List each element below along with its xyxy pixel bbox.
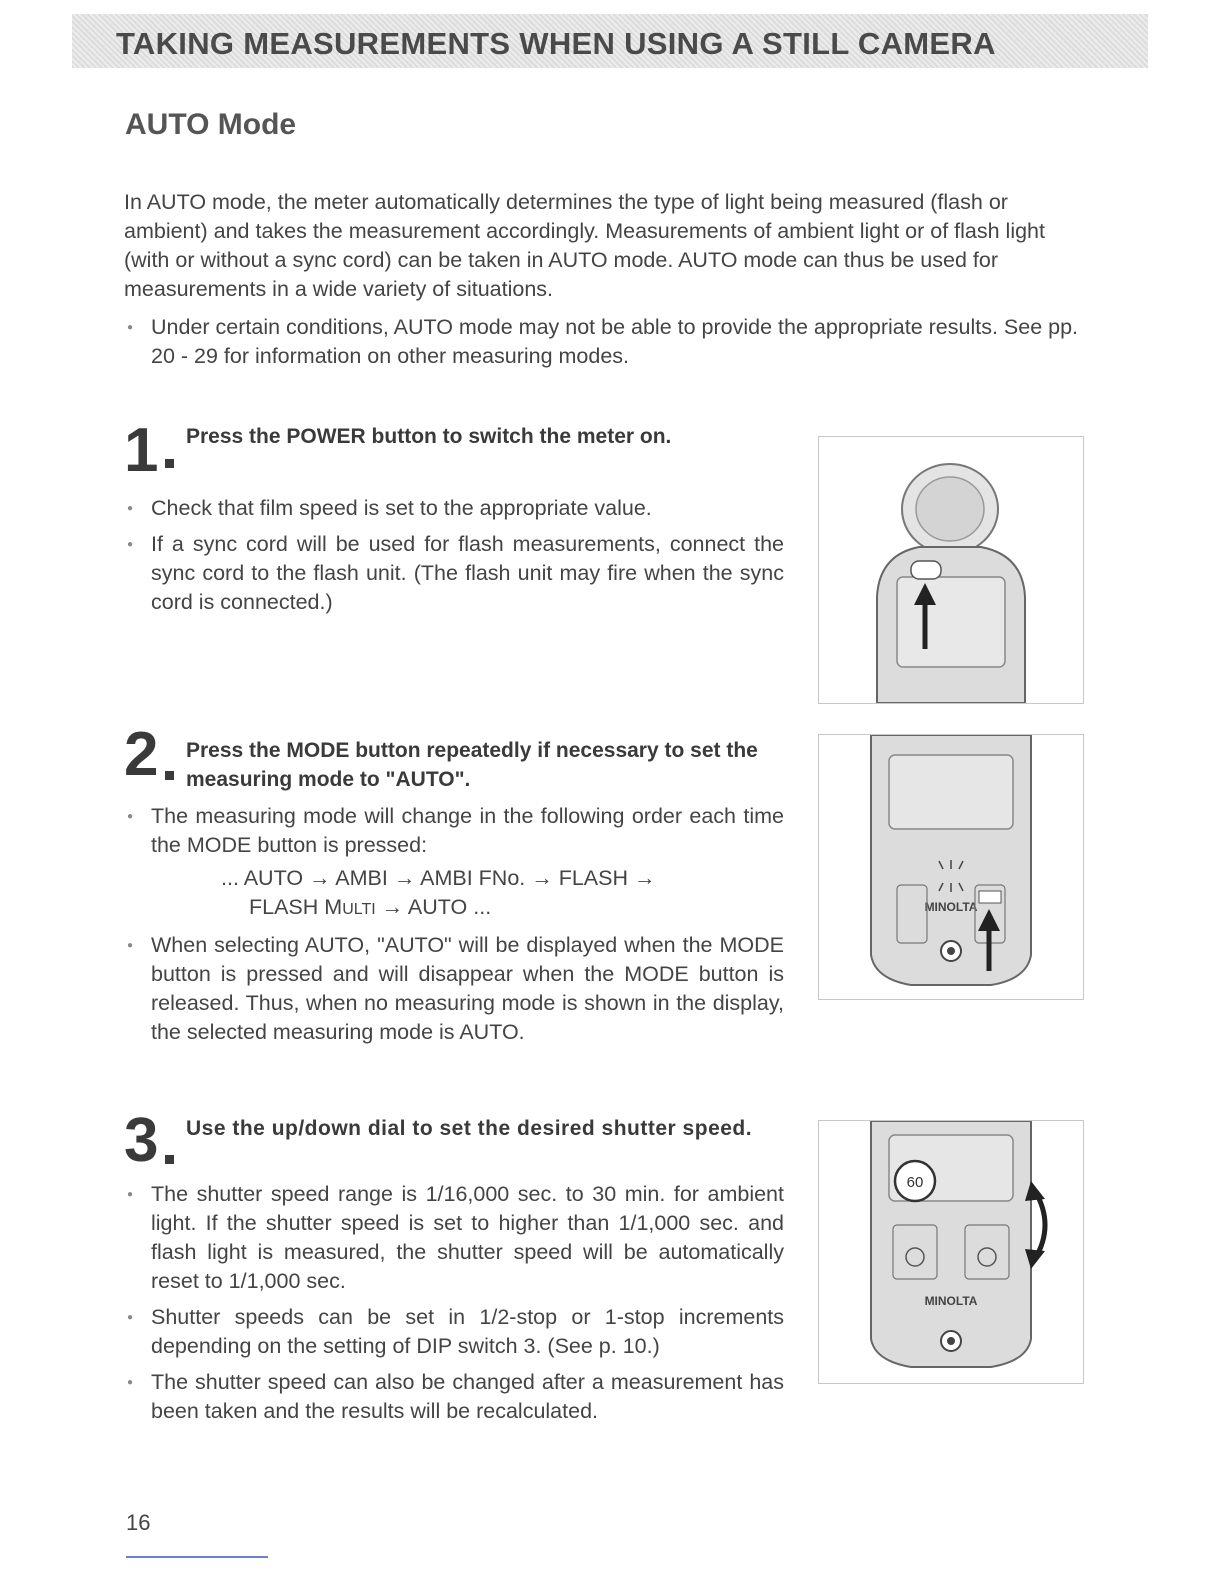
figure-power-button (818, 436, 1084, 704)
step-number: 2 (124, 720, 159, 789)
mode-sequence-line: FLASH MULTI → AUTO ... (249, 895, 492, 919)
page-title: TAKING MEASUREMENTS WHEN USING A STILL CAMERA (116, 26, 996, 61)
brand-label: MINOLTA (924, 900, 978, 914)
figure-up-down-dial (818, 1120, 1084, 1384)
bullet-text: The measuring mode will change in the following order each time the MODE button is pressed: (151, 804, 784, 857)
list-item (124, 802, 784, 924)
list-item: ● The shutter speed range is 1/16,000 sec. to 30 min. for ambient light. If the shutter speed is set to higher than 1/1,000 sec. and flash light is measured, the shutter speed will be automatically reset to 1/1,000 sec. (124, 1180, 784, 1296)
mode-sequence (151, 864, 784, 924)
step-dot (165, 1155, 174, 1164)
list-item: ● Under certain conditions, AUTO mode may not be able to provide the appropriate results. See pp. 20 - 29 for information on other measuring modes. (124, 313, 1084, 371)
list-item: ● Check that film speed is set to the appropriate value. (124, 494, 784, 523)
list-item: ● The shutter speed can also be changed after a measurement has been taken and the results will be recalculated. (124, 1368, 784, 1426)
step-heading: Press the POWER button to switch the meter on. (186, 425, 672, 448)
intro-bullets (124, 313, 1084, 371)
list-item: ● When selecting AUTO, "AUTO" will be displayed when the MODE button is pressed and will disappear when the MODE button is released. Thus, when no measuring mode is shown in the display, the selected measuring mode is AUTO. (124, 931, 784, 1047)
list-item: ● Shutter speeds can be set in 1/2-stop or 1-stop increments depending on the setting of DIP switch 3. (See p. 10.) (124, 1303, 784, 1361)
step-dot (165, 771, 174, 780)
mode-sequence-line: ... AUTO → AMBI → AMBI FNo. → FLASH → (221, 866, 656, 890)
step-number: 1 (124, 416, 159, 485)
section-title: AUTO Mode (125, 108, 297, 141)
step-bullets (124, 802, 784, 1047)
step-dot (165, 459, 174, 468)
page-number: 16 (126, 1510, 151, 1535)
intro-paragraph: In AUTO mode, the meter automatically determines the type of light being measured (flash or ambient) and takes the measurement accordingly. Measurements of ambient light or of flash light (with or without a sync cord) can be taken in AUTO mode. AUTO mode can thus be used for measurements in a wide variety of situations. (124, 190, 1045, 301)
list-item: ● If a sync cord will be used for flash measurements, connect the sync cord to the flash unit. (The flash unit may fire when the sync cord is connected.) (124, 530, 784, 617)
step-heading: Press the MODE button repeatedly if necessary to set the measuring mode to "AUTO". (186, 739, 758, 791)
footer-line (126, 1556, 268, 1558)
shutter-speed-display: 60 (906, 1174, 924, 1191)
step-bullets (124, 1180, 784, 1426)
brand-label: MINOLTA (924, 1294, 978, 1308)
step-heading: Use the up/down dial to set the desired shutter speed. (186, 1117, 753, 1140)
step-number: 3 (124, 1106, 159, 1175)
step-bullets (124, 494, 784, 617)
figure-mode-button (818, 734, 1084, 1000)
